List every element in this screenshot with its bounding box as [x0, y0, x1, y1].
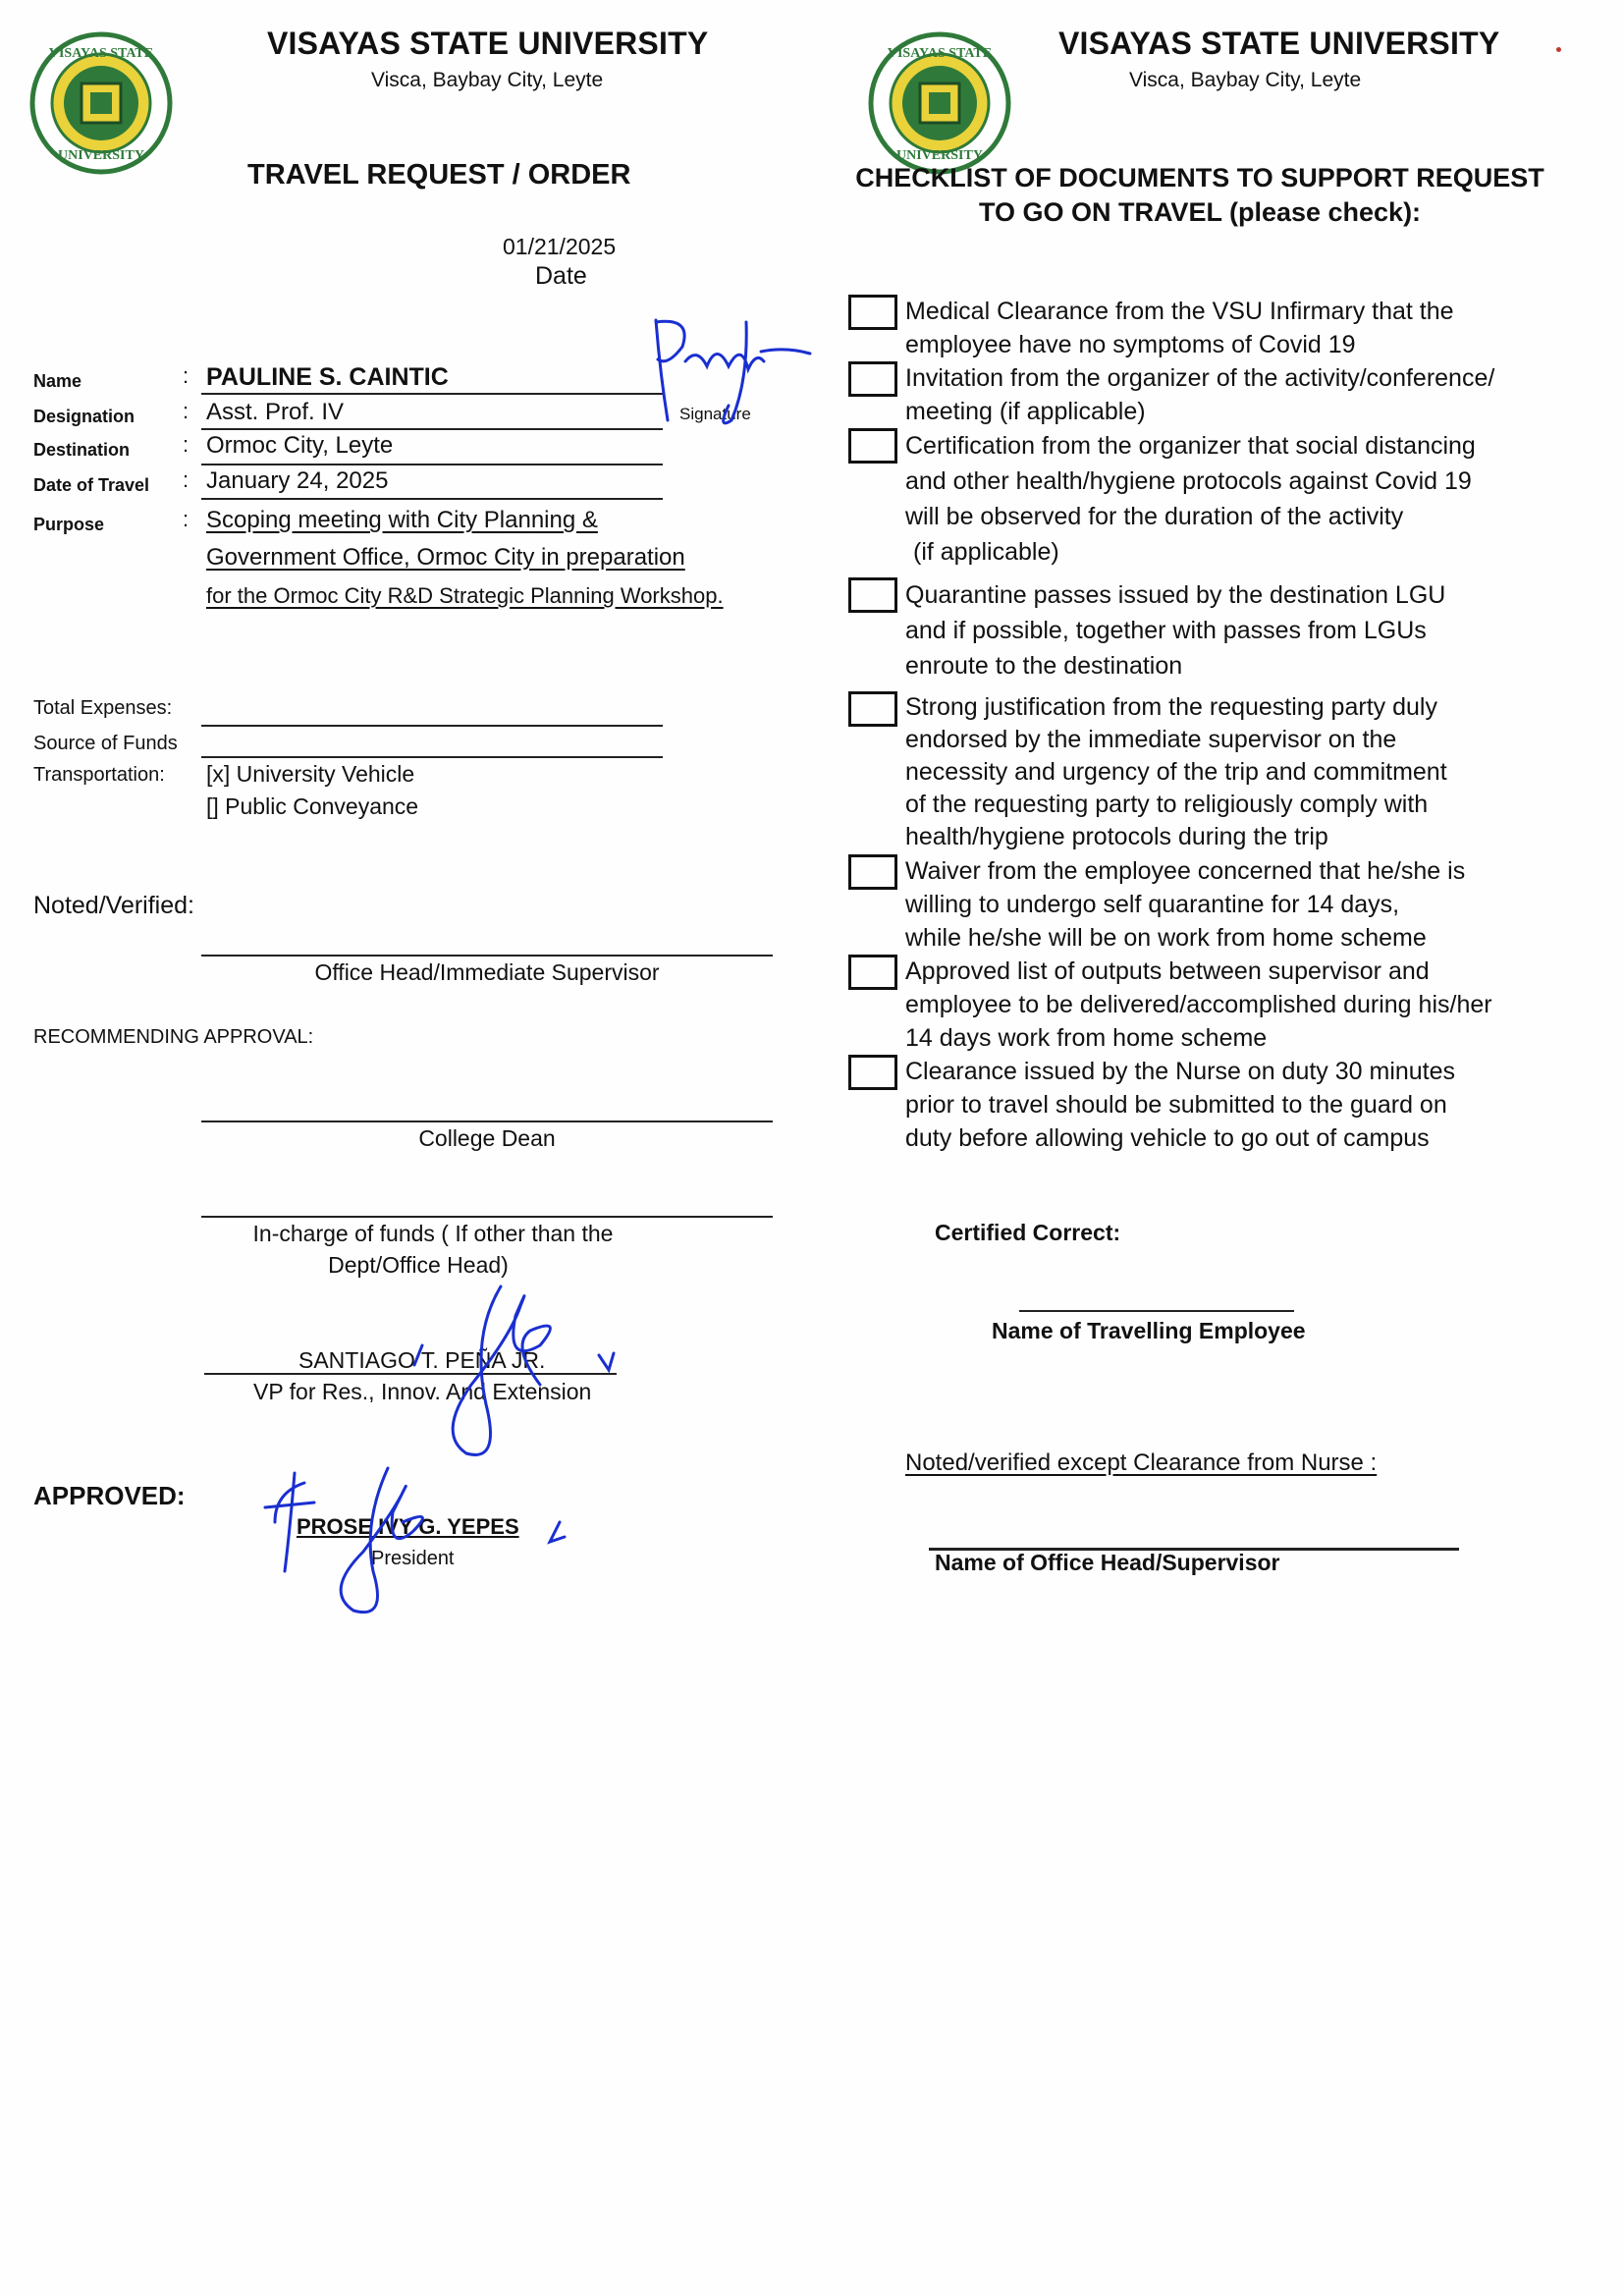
date-of-travel-underline [201, 498, 663, 500]
destination-value: Ormoc City, Leyte [206, 432, 394, 459]
checklist-item-waiver [905, 854, 1553, 955]
university-name-right: VISAYAS STATE UNIVERSITY [1058, 26, 1500, 61]
noted-verified-label: Noted/Verified: [33, 892, 194, 919]
university-name: VISAYAS STATE UNIVERSITY [267, 26, 709, 61]
transport-option-public-conveyance: [] Public Conveyance [206, 793, 419, 819]
checklist-item-text: endorsed by the immediate supervisor on the [905, 726, 1397, 753]
svg-text:UNIVERSITY: UNIVERSITY [896, 148, 983, 163]
checklist-item-text: Invitation from the organizer of the activity/conference/ [905, 364, 1495, 392]
incharge-label-line-1: In-charge of funds ( If other than the [252, 1221, 614, 1246]
transport-option-university-vehicle: [x] University Vehicle [206, 761, 415, 787]
checklist-item-text: meeting (if applicable) [905, 398, 1146, 425]
checkbox-approved-outputs[interactable] [848, 955, 897, 990]
designation-label: Designation [33, 407, 135, 426]
purpose-line-1: Scoping meeting with City Planning & [206, 507, 598, 533]
checkbox-strong-justification[interactable] [848, 691, 897, 727]
office-head-signature-line [201, 955, 773, 957]
president-title: President [371, 1548, 455, 1569]
checklist-item-text: necessity and urgency of the trip and commitment [905, 758, 1447, 786]
svg-text:UNIVERSITY: UNIVERSITY [58, 148, 144, 163]
checklist-item-text: Certification from the organizer that social distancing [905, 432, 1476, 460]
name-value: PAULINE S. CAINTIC [206, 363, 449, 391]
checkbox-nurse-clearance[interactable] [848, 1055, 897, 1090]
office-head-label: Office Head/Immediate Supervisor [314, 959, 660, 985]
checkbox-certification[interactable] [848, 428, 897, 464]
office-head-supervisor-label: Name of Office Head/Supervisor [935, 1550, 1280, 1575]
checklist-item-text: Quarantine passes issued by the destination LGU [905, 581, 1446, 609]
designation-underline [201, 428, 663, 430]
college-dean-label: College Dean [418, 1125, 556, 1151]
name-colon: : [183, 363, 189, 388]
incharge-label-line-2: Dept/Office Head) [328, 1252, 509, 1278]
scan-mark [1556, 47, 1561, 52]
total-expenses-label: Total Expenses: [33, 697, 173, 719]
approved-label: APPROVED: [33, 1481, 186, 1510]
destination-colon: : [183, 432, 189, 457]
checkbox-waiver[interactable] [848, 854, 897, 890]
travelling-employee-signature-line [1019, 1310, 1294, 1312]
checklist-item-text: Clearance issued by the Nurse on duty 30 minutes [905, 1058, 1456, 1085]
president-name: PROSE IVY G. YEPES [297, 1514, 519, 1539]
date-of-travel-value: January 24, 2025 [206, 467, 389, 494]
vp-signature-icon [393, 1277, 628, 1473]
checklist-item-text: Waiver from the employee concerned that he/she is [905, 857, 1466, 885]
purpose-label: Purpose [33, 515, 105, 534]
checklist-title-line-1: CHECKLIST OF DOCUMENTS TO SUPPORT REQUEST [855, 163, 1544, 192]
checklist-item-text: health/hygiene protocols during the trip [905, 823, 1328, 850]
checklist-item-medical-clearance [905, 295, 1553, 361]
purpose-colon: : [183, 507, 189, 531]
checklist-item-approved-outputs [905, 955, 1553, 1055]
college-dean-signature-line [201, 1121, 773, 1122]
university-address-right: Visca, Baybay City, Leyte [1129, 69, 1362, 91]
checklist-title-line-2: TO GO ON TRAVEL (please check): [978, 197, 1422, 227]
purpose-line-2: Government Office, Ormoc City in preparation [206, 544, 685, 571]
vp-name: SANTIAGO T. PEÑA JR. [298, 1347, 546, 1373]
transportation-label: Transportation: [33, 764, 165, 786]
checklist-item-text: employee have no symptoms of Covid 19 [905, 331, 1356, 358]
destination-underline [201, 464, 663, 465]
checklist-item-invitation [905, 361, 1553, 428]
date-value: 01/21/2025 [503, 234, 617, 259]
checklist-item-text: willing to undergo self quarantine for 14 days, [905, 891, 1400, 918]
checkbox-quarantine-passes[interactable] [848, 577, 897, 613]
checkbox-invitation[interactable] [848, 361, 897, 397]
checklist-item-text: Medical Clearance from the VSU Infirmary that the [905, 298, 1454, 325]
checklist-item-text: and other health/hygiene protocols against Covid 19 [905, 467, 1472, 495]
checklist-item-text: Strong justification from the requesting party duly [905, 693, 1437, 721]
university-seal-icon [27, 29, 175, 177]
checklist-item-text: enroute to the destination [905, 652, 1183, 680]
certified-correct-label: Certified Correct: [935, 1220, 1121, 1245]
checklist-item-text: while he/she will be on work from home scheme [905, 924, 1427, 952]
checklist-item-text: 14 days work from home scheme [905, 1024, 1268, 1052]
date-of-travel-colon: : [183, 467, 189, 492]
svg-text:VISAYAS STATE: VISAYAS STATE [887, 46, 993, 61]
checklist-item-text: duty before allowing vehicle to go out of campus [905, 1124, 1430, 1152]
total-expenses-field [201, 725, 663, 727]
source-of-funds-field [201, 756, 663, 758]
checklist-item-text: (if applicable) [913, 538, 1059, 566]
checkbox-medical-clearance[interactable] [848, 295, 897, 330]
checklist-title [846, 161, 1553, 230]
checklist-item-text: prior to travel should be submitted to the guard on [905, 1091, 1447, 1119]
checklist-item-text: and if possible, together with passes from LGUs [905, 617, 1427, 644]
checklist-item-text: of the requesting party to religiously comply with [905, 791, 1429, 818]
travelling-employee-label: Name of Travelling Employee [992, 1318, 1306, 1343]
date-of-travel-label: Date of Travel [33, 475, 150, 495]
checklist-item-nurse-clearance [905, 1055, 1553, 1155]
source-of-funds-label: Source of Funds [33, 733, 178, 754]
noted-except-nurse-label: Noted/verified except Clearance from Nurse : [905, 1449, 1378, 1476]
checklist-item-strong-justification [905, 691, 1553, 853]
university-address: Visca, Baybay City, Leyte [371, 69, 604, 91]
recommending-approval-label: RECOMMENDING APPROVAL: [33, 1026, 314, 1048]
svg-text:VISAYAS STATE: VISAYAS STATE [48, 46, 154, 61]
designation-value: Asst. Prof. IV [206, 399, 345, 425]
checklist-item-text: employee to be delivered/accomplished during his/her [905, 991, 1492, 1018]
name-underline [201, 393, 663, 395]
president-signature-icon [255, 1463, 569, 1630]
checklist-item-text: will be observed for the duration of the activity [905, 503, 1404, 530]
university-seal-right-icon [866, 29, 1013, 177]
designation-colon: : [183, 399, 189, 423]
date-label: Date [535, 262, 587, 290]
destination-label: Destination [33, 440, 131, 460]
vp-title: VP for Res., Innov. And Extension [253, 1379, 592, 1404]
signature-label: Signature [679, 405, 751, 423]
incharge-signature-line [201, 1216, 773, 1218]
checklist-item-certification [905, 428, 1553, 570]
form-title: TRAVEL REQUEST / ORDER [247, 159, 631, 191]
checklist-item-text: Approved list of outputs between supervisor and [905, 957, 1430, 985]
name-label: Name [33, 371, 82, 391]
checklist-item-quarantine-passes [905, 577, 1553, 683]
purpose-line-3: for the Ormoc City R&D Strategic Planning Workshop. [206, 583, 724, 608]
